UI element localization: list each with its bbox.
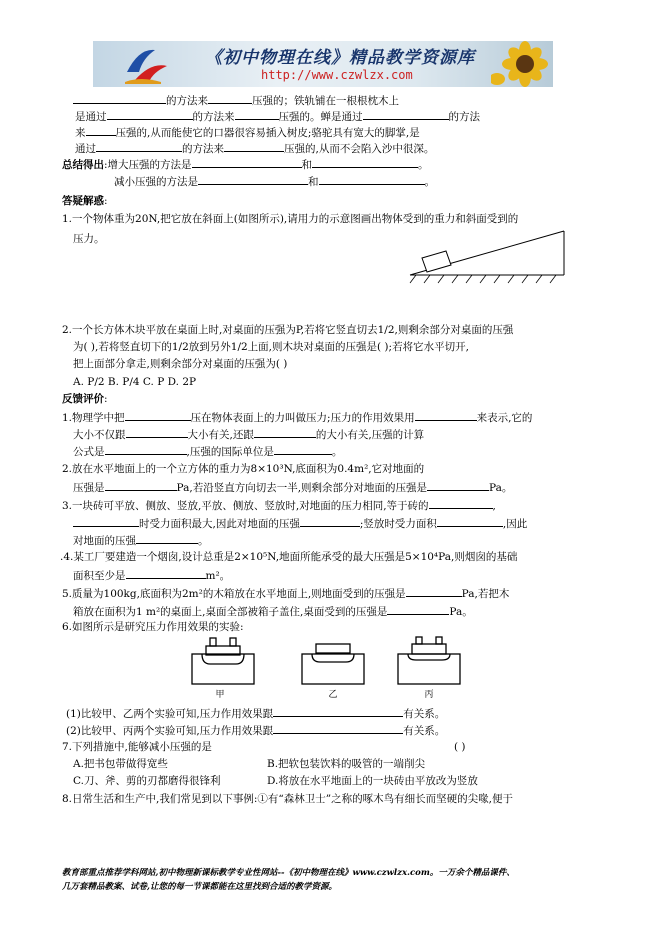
intro-line-2: 是通过 的方法来 压强的。蝉是通过 的方法 <box>75 108 480 124</box>
q2-line-3: 把上面部分拿走,则剩余部分对桌面的压强为( ) <box>73 358 288 370</box>
q2-line-1: 2.一个长方体木块平放在桌面上时,对桌面的压强为P,若将它竖直切去1/2,则剩余部分对桌面的压强 <box>62 324 514 336</box>
f6-intro: 6.如图所示是研究压力作用效果的实验: <box>62 621 244 633</box>
incline-figure <box>402 225 572 295</box>
f7-option-c: C.刀、斧、剪的刃都磨得很锋利 <box>73 775 221 787</box>
block-on-incline <box>422 251 451 272</box>
f5-line-2: 箱放在面积为1 m²的桌面上,桌面全部被箱子盖住,桌面受到的压强是 Pa。 <box>73 603 473 619</box>
figure-label-bing: 丙 <box>424 690 434 700</box>
experiment-bing <box>398 637 460 684</box>
f6-q2: (2)比较甲、丙两个实验可知,压力作用效果跟 有关系。 <box>66 722 445 738</box>
f3-line-2: 时受力面积最大,因此对地面的压强 ;竖放时受力面积 ,因此 <box>73 515 527 531</box>
f3-line-1: 3.一块砖可平放、侧放、竖放,平放、侧放、竖放时,对地面的压力相同,等于砖的 , <box>62 497 496 513</box>
q1-line-2: 压力。 <box>73 233 105 245</box>
f7-answer-paren: ( ) <box>454 741 466 753</box>
intro-line-4: 通过 的方法来 压强的,从而不会陷入沙中很深。 <box>75 140 434 156</box>
header-banner <box>93 41 553 87</box>
logo-icon <box>121 42 171 86</box>
pressure-experiment-figure <box>190 636 480 700</box>
q1-line-1: 1.一个物体重为20N,把它放在斜面上(如图所示),请用力的示意图画出物体受到的重力和斜面受到的 <box>62 213 519 225</box>
q2-line-2: 为( ),若将竖直切下的1/2放到另外1/2上面,则木块对桌面的压强是( );若将它水平切开, <box>73 341 469 353</box>
f7-option-b: B.把软包装饮料的吸管的一端削尖 <box>267 758 426 770</box>
figure-label-yi: 乙 <box>328 690 338 700</box>
f4-line-2: 面积至少是 m²。 <box>73 567 230 583</box>
q2-options: A. P/2 B. P/4 C. P D. 2P <box>73 376 197 388</box>
f1-line-1: 1.物理学中把 压在物体表面上的力叫做压力;压力的作用效果用 来表示,它的 <box>62 409 532 425</box>
f1-line-3: 公式是 ,压强的国际单位是 。 <box>73 443 342 459</box>
footer-line-2: 几万套精品教案、试卷,让您的每一节课都能在这里找到合适的教学资源。 <box>62 882 337 892</box>
intro-line-1: 的方法来 压强的；铁轨铺在一根根枕木上 <box>73 92 399 108</box>
f2-line-1: 2.放在水平地面上的一个立方体的重力为8×10³N,底面积为0.4m²,它对地面的 <box>62 463 425 475</box>
f7-option-a: A.把书包带做得宽些 <box>73 758 168 770</box>
figure-label-jia: 甲 <box>215 690 225 700</box>
sunflower-icon <box>491 41 551 87</box>
f2-line-2: 压强是 Pa,若沿竖直方向切去一半,则剩余部分对地面的压强是 Pa。 <box>73 479 512 495</box>
intro-line-3: 来 压强的,从而能使它的口器很容易插入树皮;骆驼具有宽大的脚掌,是 <box>75 124 420 140</box>
header-title: 《初中物理在线》精品教学资源库 <box>205 48 475 68</box>
qa-heading: 答疑解惑: <box>62 195 108 207</box>
summary-decrease: 减小压强的方法是 和 。 <box>114 173 435 189</box>
feedback-heading: 反馈评价: <box>62 393 108 405</box>
f5-line-1: 5.质量为100kg,底面积为2m²的木箱放在水平地面上,则地面受到的压强是 Pa,若把木 <box>62 585 509 601</box>
summary-increase: 总结得出:增大压强的方法是 和 。 <box>62 156 429 172</box>
f8-line-1: 8.日常生活和生产中,我们常见到以下事例:①有“森林卫士”之称的啄木鸟有细长而坚硬的尖喙,便于 <box>62 793 513 805</box>
page-footer <box>62 866 622 894</box>
f6-q1: (1)比较甲、乙两个实验可知,压力作用效果跟 有关系。 <box>66 705 445 721</box>
f7-option-d: D.将放在水平地面上的一块砖由平放改为竖放 <box>267 775 478 787</box>
header-url[interactable]: http://www.czwlzx.com <box>261 68 413 82</box>
experiment-jia <box>192 638 254 684</box>
f1-line-2: 大小不仅跟 大小有关,还跟 的大小有关,压强的计算 <box>73 426 424 442</box>
footer-line-1: 教育部重点推荐学科网站,初中物理新课标教学专业性网站--《初中物理在线》www.czwlzx.com。一万余个精品课件、 <box>62 868 515 878</box>
f4-line-1: .4.某工厂要建造一个烟囱,设计总重是2×10⁵N,地面所能承受的最大压强是5×10⁴Pa,则烟囱的基础 <box>60 551 518 563</box>
f3-line-3: 对地面的压强 。 <box>73 532 209 548</box>
f7-question: 7.下列措施中,能够减小压强的是 <box>62 741 212 753</box>
experiment-yi <box>302 644 364 684</box>
